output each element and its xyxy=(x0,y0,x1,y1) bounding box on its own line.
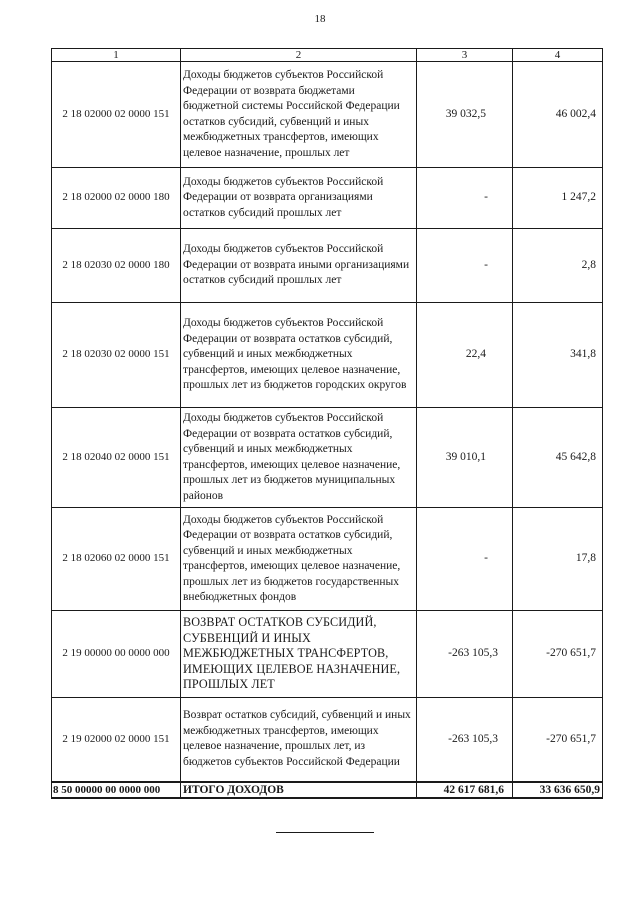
amount-col3: 22,4 xyxy=(417,303,513,408)
amount-col3: - xyxy=(417,508,513,611)
header-cell-2: 2 xyxy=(181,49,417,62)
header-cell-4: 4 xyxy=(513,49,603,62)
budget-code: 2 18 02030 02 0000 180 xyxy=(52,229,181,303)
budget-code: 2 18 02000 02 0000 180 xyxy=(52,168,181,229)
table-row xyxy=(52,508,603,611)
budget-code: 2 18 02060 02 0000 151 xyxy=(52,508,181,611)
total-col4: 33 636 650,9 xyxy=(513,782,603,798)
budget-code: 2 18 02000 02 0000 151 xyxy=(52,62,181,168)
amount-col4: 2,8 xyxy=(513,229,603,303)
total-code: 8 50 00000 00 0000 000 xyxy=(52,782,181,798)
revenue-name: Доходы бюджетов субъектов Российской Федерации от возврата остатков субсидий, субвенций и иных межбюджетных трансфертов, имеющих целевое назначение, прошлых лет из бюджетов государственных внебюджетных фондов xyxy=(181,508,417,611)
table-row xyxy=(52,168,603,229)
revenue-name: Доходы бюджетов субъектов Российской Федерации от возврата бюджетами бюджетной системы Российской Федерации остатков субсидий, субвенций и иных межбюджетных трансфертов, имеющих целевое назначение, прошлых лет xyxy=(181,62,417,168)
total-label: ИТОГО ДОХОДОВ xyxy=(181,782,417,798)
table-row xyxy=(52,62,603,168)
amount-col4: -270 651,7 xyxy=(513,611,603,698)
amount-col4: 46 002,4 xyxy=(513,62,603,168)
header-cell-3: 3 xyxy=(417,49,513,62)
amount-col3: - xyxy=(417,229,513,303)
amount-col4: 341,8 xyxy=(513,303,603,408)
revenue-name: Доходы бюджетов субъектов Российской Федерации от возврата остатков субсидий, субвенций и иных межбюджетных трансфертов, имеющих целевое назначение, прошлых лет из бюджетов муниципальных районов xyxy=(181,408,417,508)
revenue-name: Возврат остатков субсидий, субвенций и иных межбюджетных трансфертов, имеющих целевое назначение, прошлых лет, из бюджетов субъектов Российской Федерации xyxy=(181,698,417,782)
revenue-name: Доходы бюджетов субъектов Российской Федерации от возврата остатков субсидий, субвенций и иных межбюджетных трансфертов, имеющих целевое назначение, прошлых лет из бюджетов городских округов xyxy=(181,303,417,408)
total-row xyxy=(52,782,603,798)
budget-code: 2 19 02000 02 0000 151 xyxy=(52,698,181,782)
amount-col3: -263 105,3 xyxy=(417,611,513,698)
amount-col3: 39 032,5 xyxy=(417,62,513,168)
revenue-table xyxy=(51,48,603,799)
footer-divider xyxy=(276,832,374,833)
budget-code: 2 19 00000 00 0000 000 xyxy=(52,611,181,698)
table-row xyxy=(52,408,603,508)
amount-col3: -263 105,3 xyxy=(417,698,513,782)
amount-col3: - xyxy=(417,168,513,229)
budget-code: 2 18 02030 02 0000 151 xyxy=(52,303,181,408)
budget-code: 2 18 02040 02 0000 151 xyxy=(52,408,181,508)
table-row xyxy=(52,698,603,782)
table-header-row xyxy=(52,49,603,62)
total-col3: 42 617 681,6 xyxy=(417,782,513,798)
table-row xyxy=(52,611,603,698)
amount-col4: 17,8 xyxy=(513,508,603,611)
revenue-name: ВОЗВРАТ ОСТАТКОВ СУБСИДИЙ, СУБВЕНЦИЙ И ИНЫХ МЕЖБЮДЖЕТНЫХ ТРАНСФЕРТОВ, ИМЕЮЩИХ ЦЕЛЕВОЕ НАЗНАЧЕНИЕ, ПРОШЛЫХ ЛЕТ xyxy=(181,611,417,698)
amount-col4: 45 642,8 xyxy=(513,408,603,508)
table-row xyxy=(52,229,603,303)
amount-col4: 1 247,2 xyxy=(513,168,603,229)
amount-col3: 39 010,1 xyxy=(417,408,513,508)
revenue-name: Доходы бюджетов субъектов Российской Федерации от возврата иными организациями остатков субсидий прошлых лет xyxy=(181,229,417,303)
header-cell-1: 1 xyxy=(52,49,181,62)
amount-col4: -270 651,7 xyxy=(513,698,603,782)
revenue-name: Доходы бюджетов субъектов Российской Федерации от возврата организациями остатков субсидий прошлых лет xyxy=(181,168,417,229)
page-number: 18 xyxy=(314,13,326,25)
table-row xyxy=(52,303,603,408)
